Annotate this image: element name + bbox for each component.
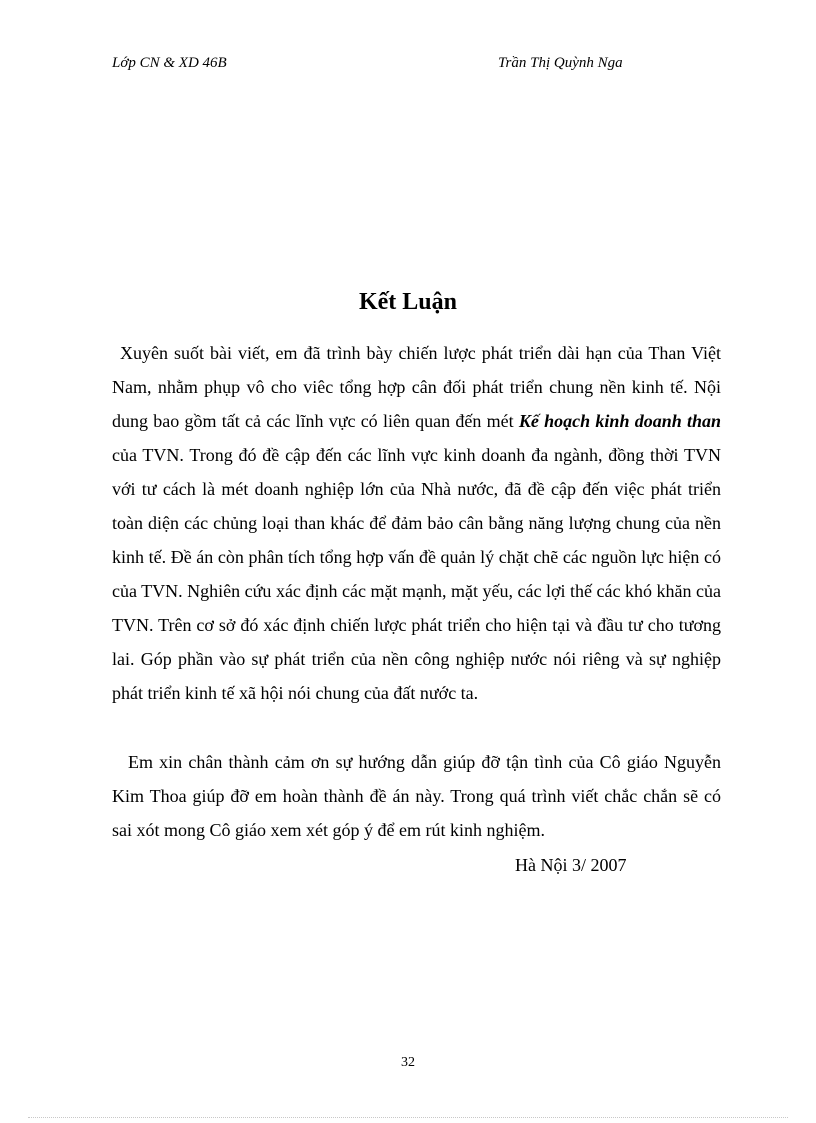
header-class-label: Lớp CN & XD 46B [112,55,227,71]
page-bottom-divider [28,1117,788,1118]
date-signature: Hà Nội 3/ 2007 [515,855,627,875]
header-author-name: Trần Thị Quỳnh Nga [498,55,623,71]
paragraph-1-emphasis: Kế hoạch kinh doanh than [518,411,722,431]
page-title: Kết Luận [358,289,457,315]
paragraph-1-text-after: của TVN. Trong đó đề cập đến các lĩnh vực kinh doanh đa ngành, đồng thời TVN với tư cách là mét doanh nghiệp lớn của Nhà nước, đã đề cập đến việc phát triển toàn diện các chủng loại than khác để đảm bảo cân bằng năng lượng chung của nền kinh tế. Đề án còn phân tích tổng hợp vấn đề quản lý chặt chẽ các nguồn lực hiện có của TVN. Nghiên cứu xác định các mặt mạnh, mặt yếu, các lợi thế các khó khăn của TVN. Trên cơ sở đó xác định chiến lược phát triển cho hiện tại và đầu tư cho tương lai. Góp phần vào sự phát triển của nền công nghiệp nước nói riêng và sự nghiệp phát triển kinh tế xã hội nói chung của đất nước ta. [112,445,721,703]
paragraph-1-text-before: Xuyên suốt bài viết, em đã trình bày chiến lược phát triển dài hạn của Than Việt Nam, nhằm phụp vô cho viêc tổng hợp cân đối phát triển chung nền kinh tế. Nội dung bao gồm tất cả các lĩnh vực có liên quan đến mét [112,343,721,431]
page-number: 32 [401,1055,415,1070]
conclusion-paragraph-1 [112,336,721,710]
conclusion-paragraph-2: Em xin chân thành cảm ơn sự hướng dẫn giúp đỡ tận tình của Cô giáo Nguyễn Kim Thoa giúp đỡ em hoàn thành đề án này. Trong quá trình viết chắc chắn sẽ có sai xót mong Cô giáo xem xét góp ý để em rút kinh nghiệm. [112,752,721,840]
